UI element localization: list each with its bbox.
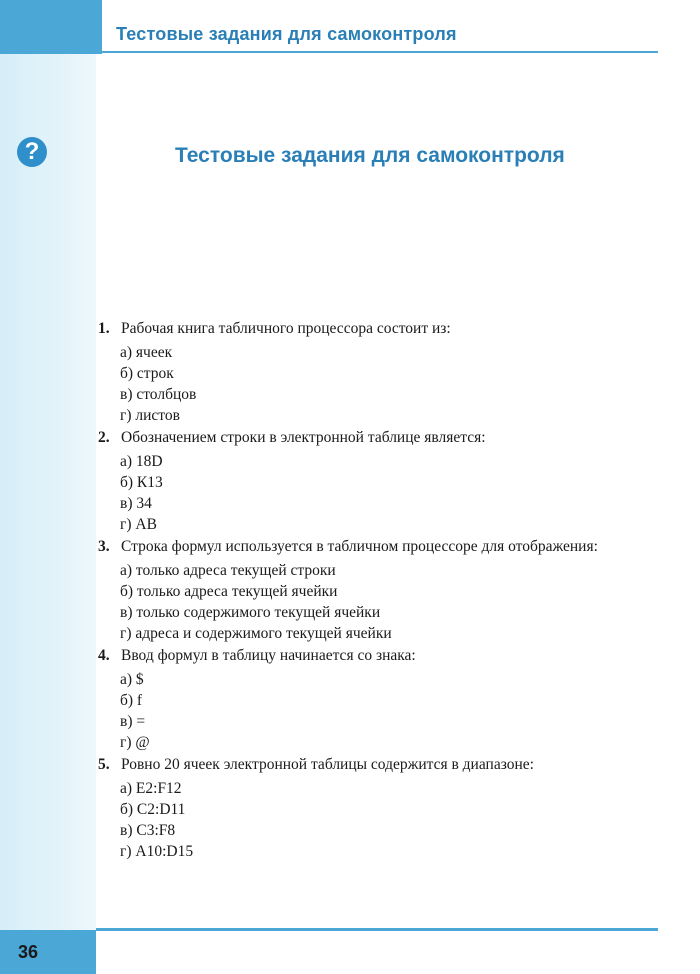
answer-option: б) строк xyxy=(120,365,174,382)
footer-color-block xyxy=(0,930,96,974)
answer-option: а) ячеек xyxy=(120,344,173,361)
running-header-title: Тестовые задания для самоконтроля xyxy=(116,24,457,44)
answer-option: а) 18D xyxy=(120,453,163,470)
answer-option: б) только адреса текущей ячейки xyxy=(120,583,338,600)
question-icon: ? xyxy=(17,137,47,167)
side-strip xyxy=(0,0,96,974)
question-number: 2. xyxy=(98,429,110,446)
answer-list xyxy=(98,342,658,426)
answer-option: в) столбцов xyxy=(120,386,197,403)
question-text: Строка формул используется в табличном процессоре для отображения: xyxy=(121,538,598,555)
question-item xyxy=(98,427,658,535)
answer-list xyxy=(98,451,658,535)
question-number: 3. xyxy=(98,538,110,555)
question-text: Ровно 20 ячеек электронной таблицы содержится в диапазоне: xyxy=(121,756,534,773)
answer-option: в) = xyxy=(120,713,146,730)
answer-option: а) E2:F12 xyxy=(120,780,182,797)
question-item xyxy=(98,645,658,753)
question-item xyxy=(98,754,658,862)
question-text: Рабочая книга табличного процессора состоит из: xyxy=(121,320,451,337)
answer-option: в) C3:F8 xyxy=(120,822,176,839)
question-number: 1. xyxy=(98,320,110,337)
question-text: Ввод формул в таблицу начинается со знака: xyxy=(121,647,416,664)
question-number: 4. xyxy=(98,647,110,664)
answer-option: а) $ xyxy=(120,671,144,688)
question-text: Обозначением строки в электронной таблице является: xyxy=(121,429,486,446)
answer-option: а) только адреса текущей строки xyxy=(120,562,336,579)
answer-list xyxy=(98,669,658,753)
header-rule xyxy=(102,51,658,53)
answer-list xyxy=(98,778,658,862)
answer-option: б) К13 xyxy=(120,474,163,491)
answer-option: г) АВ xyxy=(120,516,157,533)
page-title: Тестовые задания для самоконтроля xyxy=(175,144,565,167)
question-item xyxy=(98,318,658,426)
question-list xyxy=(98,318,658,863)
footer-rule xyxy=(96,928,658,931)
answer-option: в) только содержимого текущей ячейки xyxy=(120,604,381,621)
page-number: 36 xyxy=(18,942,39,962)
answer-option: б) f xyxy=(120,692,143,709)
header-color-block xyxy=(0,0,102,54)
answer-list xyxy=(98,560,658,644)
answer-option: в) 34 xyxy=(120,495,152,512)
answer-option: г) адреса и содержимого текущей ячейки xyxy=(120,625,392,642)
question-number: 5. xyxy=(98,756,110,773)
answer-option: г) @ xyxy=(120,734,150,751)
answer-option: г) листов xyxy=(120,407,180,424)
answer-option: г) A10:D15 xyxy=(120,843,194,860)
answer-option: б) C2:D11 xyxy=(120,801,186,818)
question-item xyxy=(98,536,658,644)
